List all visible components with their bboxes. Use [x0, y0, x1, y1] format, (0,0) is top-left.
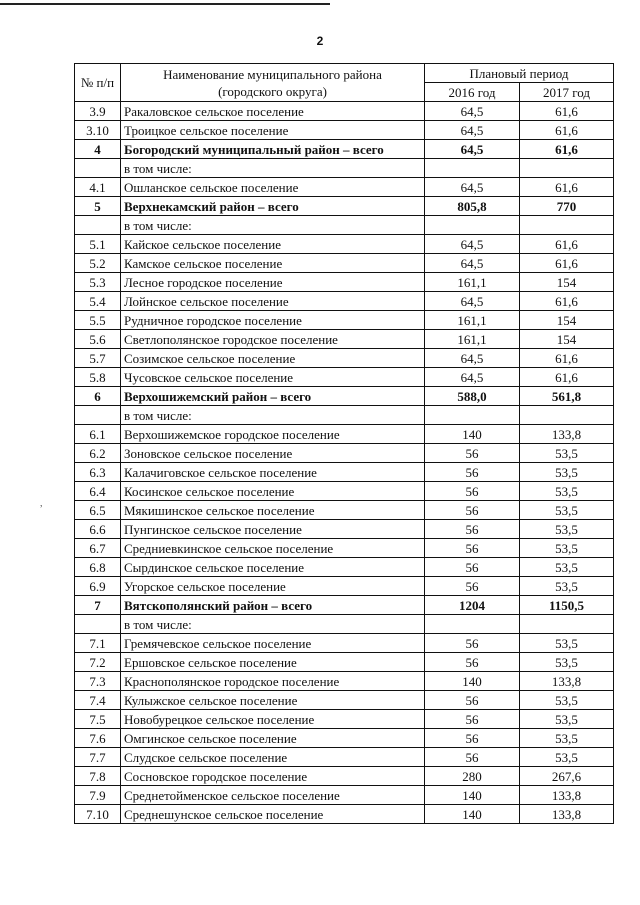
- row-value-2016: 56: [425, 444, 520, 463]
- row-name: Омгинское сельское поселение: [121, 729, 425, 748]
- table-row: [75, 178, 614, 197]
- table-row: [75, 140, 614, 159]
- row-value-2017: [520, 216, 614, 235]
- row-number: 5.4: [75, 292, 121, 311]
- row-name: Камское сельское поселение: [121, 254, 425, 273]
- row-value-2016: 56: [425, 710, 520, 729]
- row-value-2017: 53,5: [520, 482, 614, 501]
- row-number: 5.5: [75, 311, 121, 330]
- row-name: в том числе:: [121, 615, 425, 634]
- row-value-2017: 61,6: [520, 349, 614, 368]
- row-name: Созимское сельское поселение: [121, 349, 425, 368]
- row-name: Среднешунское сельское поселение: [121, 805, 425, 824]
- row-value-2016: 56: [425, 501, 520, 520]
- row-number: [75, 406, 121, 425]
- header-num: № п/п: [75, 64, 121, 102]
- row-value-2016: 588,0: [425, 387, 520, 406]
- row-number: 4: [75, 140, 121, 159]
- table-row: [75, 596, 614, 615]
- row-number: 6.4: [75, 482, 121, 501]
- row-value-2016: 64,5: [425, 368, 520, 387]
- row-value-2016: 56: [425, 539, 520, 558]
- row-value-2017: 53,5: [520, 748, 614, 767]
- row-name: Чусовское сельское поселение: [121, 368, 425, 387]
- row-value-2017: 61,6: [520, 178, 614, 197]
- table-row: [75, 330, 614, 349]
- row-value-2016: 161,1: [425, 330, 520, 349]
- row-value-2017: 53,5: [520, 501, 614, 520]
- row-value-2017: 53,5: [520, 653, 614, 672]
- row-name: Ершовское сельское поселение: [121, 653, 425, 672]
- table-row: [75, 235, 614, 254]
- row-name: Верхошижемский район – всего: [121, 387, 425, 406]
- row-name: Лесное городское поселение: [121, 273, 425, 292]
- row-value-2016: 140: [425, 425, 520, 444]
- row-number: 3.9: [75, 102, 121, 121]
- row-value-2017: 133,8: [520, 672, 614, 691]
- row-number: 5.2: [75, 254, 121, 273]
- table-row: [75, 102, 614, 121]
- table-body: [75, 102, 614, 824]
- row-number: 5.1: [75, 235, 121, 254]
- planning-table: [74, 63, 614, 824]
- row-value-2017: 61,6: [520, 292, 614, 311]
- row-value-2017: 770: [520, 197, 614, 216]
- table-row: [75, 672, 614, 691]
- row-number: 6.1: [75, 425, 121, 444]
- table-row: [75, 558, 614, 577]
- row-name: Ошланское сельское поселение: [121, 178, 425, 197]
- row-value-2016: 805,8: [425, 197, 520, 216]
- top-rule: [0, 3, 330, 5]
- row-number: 7.8: [75, 767, 121, 786]
- row-name: Кайское сельское поселение: [121, 235, 425, 254]
- row-number: 6.2: [75, 444, 121, 463]
- row-value-2017: 53,5: [520, 634, 614, 653]
- row-value-2017: 61,6: [520, 254, 614, 273]
- page-number: 2: [316, 34, 324, 48]
- row-number: 4.1: [75, 178, 121, 197]
- row-name: Верхошижемское городское поселение: [121, 425, 425, 444]
- table-row: [75, 577, 614, 596]
- row-name: Верхнекамский район – всего: [121, 197, 425, 216]
- row-name: Вятскополянский район – всего: [121, 596, 425, 615]
- row-value-2016: 56: [425, 463, 520, 482]
- row-name: Гремячевское сельское поселение: [121, 634, 425, 653]
- row-number: 5.3: [75, 273, 121, 292]
- row-value-2017: 53,5: [520, 710, 614, 729]
- row-number: 3.10: [75, 121, 121, 140]
- row-number: 6.5: [75, 501, 121, 520]
- row-value-2016: 64,5: [425, 349, 520, 368]
- row-value-2017: [520, 406, 614, 425]
- table-row: [75, 482, 614, 501]
- row-number: 7.1: [75, 634, 121, 653]
- header-year-2016: 2016 год: [425, 83, 520, 102]
- row-name: Троицкое сельское поселение: [121, 121, 425, 140]
- row-number: 6.6: [75, 520, 121, 539]
- table-row: [75, 710, 614, 729]
- row-value-2016: 56: [425, 748, 520, 767]
- row-value-2017: 154: [520, 311, 614, 330]
- row-number: 7: [75, 596, 121, 615]
- header-row-1: [75, 64, 614, 83]
- row-value-2016: 64,5: [425, 235, 520, 254]
- row-value-2016: 56: [425, 577, 520, 596]
- row-value-2016: 64,5: [425, 121, 520, 140]
- row-value-2017: 154: [520, 273, 614, 292]
- table-row: [75, 254, 614, 273]
- table-row: [75, 520, 614, 539]
- row-value-2016: [425, 216, 520, 235]
- row-name: в том числе:: [121, 406, 425, 425]
- row-value-2016: [425, 406, 520, 425]
- row-value-2016: 64,5: [425, 254, 520, 273]
- row-name: Светлополянское городское поселение: [121, 330, 425, 349]
- row-number: 7.9: [75, 786, 121, 805]
- row-number: 5.6: [75, 330, 121, 349]
- row-number: [75, 615, 121, 634]
- table-row: [75, 121, 614, 140]
- stray-mark: ,: [40, 498, 43, 509]
- row-name: Калачиговское сельское поселение: [121, 463, 425, 482]
- row-value-2016: 56: [425, 634, 520, 653]
- row-value-2017: 61,6: [520, 102, 614, 121]
- row-value-2017: [520, 159, 614, 178]
- row-number: 6.9: [75, 577, 121, 596]
- header-name-line2: (городского округа): [218, 83, 327, 99]
- table-row: [75, 653, 614, 672]
- row-name: Мякишинское сельское поселение: [121, 501, 425, 520]
- row-value-2017: 561,8: [520, 387, 614, 406]
- table-row: [75, 159, 614, 178]
- row-value-2017: 53,5: [520, 558, 614, 577]
- row-value-2017: [520, 615, 614, 634]
- row-value-2017: 133,8: [520, 425, 614, 444]
- table-row: [75, 368, 614, 387]
- row-name: Сырдинское сельское поселение: [121, 558, 425, 577]
- row-name: Богородский муниципальный район – всего: [121, 140, 425, 159]
- row-name: Косинское сельское поселение: [121, 482, 425, 501]
- table-row: [75, 444, 614, 463]
- row-name: Слудское сельское поселение: [121, 748, 425, 767]
- row-value-2017: 133,8: [520, 786, 614, 805]
- row-number: 7.5: [75, 710, 121, 729]
- row-name: Краснополянское городское поселение: [121, 672, 425, 691]
- row-value-2017: 267,6: [520, 767, 614, 786]
- row-value-2017: 154: [520, 330, 614, 349]
- row-value-2016: 64,5: [425, 178, 520, 197]
- row-number: 6.3: [75, 463, 121, 482]
- row-name: в том числе:: [121, 216, 425, 235]
- row-value-2017: 1150,5: [520, 596, 614, 615]
- row-name: Зоновское сельское поселение: [121, 444, 425, 463]
- row-name: Новобурецкое сельское поселение: [121, 710, 425, 729]
- row-value-2016: 56: [425, 691, 520, 710]
- row-value-2016: 56: [425, 482, 520, 501]
- header-name-line1: Наименование муниципального района: [163, 66, 382, 82]
- row-name: в том числе:: [121, 159, 425, 178]
- table-row: [75, 463, 614, 482]
- table-row: [75, 539, 614, 558]
- row-name: Средниевкинское сельское поселение: [121, 539, 425, 558]
- table-row: [75, 349, 614, 368]
- row-number: 7.10: [75, 805, 121, 824]
- row-value-2016: 140: [425, 672, 520, 691]
- row-value-2016: 64,5: [425, 292, 520, 311]
- row-name: Сосновское городское поселение: [121, 767, 425, 786]
- table-row: [75, 273, 614, 292]
- row-value-2016: [425, 615, 520, 634]
- table-row: [75, 748, 614, 767]
- row-number: 6.8: [75, 558, 121, 577]
- row-value-2016: 56: [425, 653, 520, 672]
- row-name: Угорское сельское поселение: [121, 577, 425, 596]
- row-value-2016: 64,5: [425, 102, 520, 121]
- table-row: [75, 425, 614, 444]
- row-value-2017: 53,5: [520, 729, 614, 748]
- row-value-2017: 53,5: [520, 463, 614, 482]
- row-name: Среднетойменское сельское поселение: [121, 786, 425, 805]
- row-value-2016: 280: [425, 767, 520, 786]
- row-value-2017: 61,6: [520, 140, 614, 159]
- row-value-2016: 140: [425, 805, 520, 824]
- row-value-2016: [425, 159, 520, 178]
- table-row: [75, 691, 614, 710]
- row-number: 5.7: [75, 349, 121, 368]
- header-name: [121, 64, 425, 102]
- row-number: 7.3: [75, 672, 121, 691]
- table-row: [75, 805, 614, 824]
- table-row: [75, 501, 614, 520]
- row-value-2017: 53,5: [520, 444, 614, 463]
- table-row: [75, 197, 614, 216]
- row-number: 7.7: [75, 748, 121, 767]
- row-number: 7.6: [75, 729, 121, 748]
- row-number: 5.8: [75, 368, 121, 387]
- row-value-2017: 61,6: [520, 235, 614, 254]
- row-number: [75, 159, 121, 178]
- row-value-2016: 56: [425, 729, 520, 748]
- row-value-2017: 61,6: [520, 368, 614, 387]
- row-value-2017: 53,5: [520, 520, 614, 539]
- table-row: [75, 767, 614, 786]
- table-row: [75, 786, 614, 805]
- row-number: [75, 216, 121, 235]
- row-value-2016: 56: [425, 520, 520, 539]
- row-value-2017: 61,6: [520, 121, 614, 140]
- row-value-2016: 64,5: [425, 140, 520, 159]
- row-value-2016: 161,1: [425, 273, 520, 292]
- row-value-2016: 1204: [425, 596, 520, 615]
- table-row: [75, 634, 614, 653]
- header-period: Плановый период: [425, 64, 614, 83]
- table-row: [75, 406, 614, 425]
- table-row: [75, 216, 614, 235]
- row-value-2017: 133,8: [520, 805, 614, 824]
- row-number: 5: [75, 197, 121, 216]
- row-name: Рудничное городское поселение: [121, 311, 425, 330]
- row-number: 7.4: [75, 691, 121, 710]
- row-value-2017: 53,5: [520, 577, 614, 596]
- row-number: 6: [75, 387, 121, 406]
- row-name: Пунгинское сельское поселение: [121, 520, 425, 539]
- row-number: 7.2: [75, 653, 121, 672]
- table-row: [75, 292, 614, 311]
- header-year-2017: 2017 год: [520, 83, 614, 102]
- row-value-2016: 56: [425, 558, 520, 577]
- row-name: Лойнское сельское поселение: [121, 292, 425, 311]
- row-number: 6.7: [75, 539, 121, 558]
- table-row: [75, 387, 614, 406]
- row-name: Кулыжское сельское поселение: [121, 691, 425, 710]
- table-row: [75, 729, 614, 748]
- row-name: Ракаловское сельское поселение: [121, 102, 425, 121]
- table-row: [75, 311, 614, 330]
- row-value-2016: 161,1: [425, 311, 520, 330]
- table-row: [75, 615, 614, 634]
- row-value-2016: 140: [425, 786, 520, 805]
- row-value-2017: 53,5: [520, 691, 614, 710]
- row-value-2017: 53,5: [520, 539, 614, 558]
